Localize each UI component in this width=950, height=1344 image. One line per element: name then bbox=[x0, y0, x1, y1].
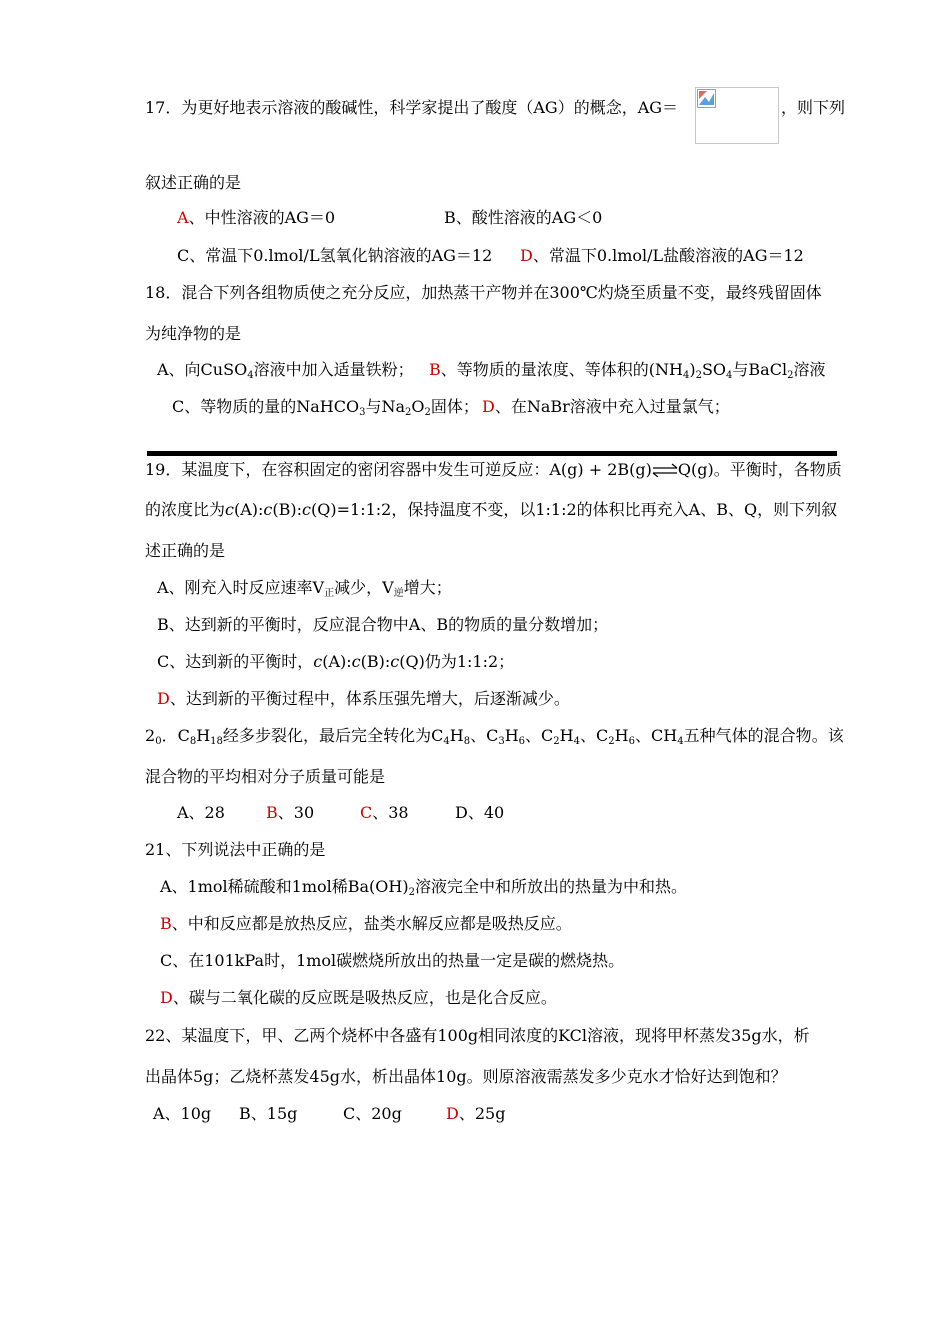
q18-option-b: B、等物质的量浓度、等体积的$(NH_4)_2SO_4$与BaCl$_2$溶液 bbox=[429, 360, 826, 381]
q17-stem-line1-end: ，则下列 bbox=[781, 98, 846, 117]
q19-stem-line2: 的浓度比为c(A):c(B):c(Q)=1:1:2，保持温度不变，以1:1:2的体积比再充入A、B、Q，则下列叙 bbox=[145, 500, 838, 519]
q19-stem-line1: 19．某温度下，在容积固定的密闭容器中发生可逆反应：A(g) + 2B(g) Q(g)。平衡时，各物质 bbox=[145, 460, 842, 479]
q20-stem-line1: $2_0$．$C_8H_{18}$经多步裂化，最后完全转化为$C_4H_8$、$C_3H_6$、$C_2H_4$、$C_2H_6$、$CH_4$五种气体的混合物。该 bbox=[145, 726, 844, 747]
answer-letter: D bbox=[446, 1104, 459, 1123]
q20-option-d: D、40 bbox=[455, 803, 505, 822]
q17-stem-line2: 叙述正确的是 bbox=[145, 173, 242, 192]
q17-option-a: A、中性溶液的AG＝0 bbox=[177, 208, 336, 227]
q18-option-d: D、在NaBr溶液中充入过量氯气； bbox=[482, 397, 730, 416]
q21-option-c: C、在101kPa时，1mol碳燃烧所放出的热量一定是碳的燃烧热。 bbox=[160, 951, 625, 970]
q18-option-a: A、向CuSO$_4$溶液中加入适量铁粉； bbox=[157, 360, 414, 381]
q18-option-c: C、等物质的量的NaHCO$_3$与$Na_2O_2$固体； bbox=[172, 397, 479, 418]
q20-option-c: C、38 bbox=[360, 803, 409, 822]
q19-option-b: B、达到新的平衡时，反应混合物中A、B的物质的量分数增加； bbox=[157, 615, 609, 634]
q21-option-b: B、中和反应都是放热反应，盐类水解反应都是吸热反应。 bbox=[160, 914, 572, 933]
q22-option-b: B、15g bbox=[239, 1104, 298, 1123]
q22-option-d: D、25g bbox=[446, 1104, 506, 1123]
section-divider bbox=[147, 451, 837, 456]
formula-image-placeholder bbox=[695, 87, 779, 144]
answer-letter: B bbox=[160, 914, 172, 933]
answer-letter: A bbox=[177, 208, 189, 227]
answer-letter: D bbox=[160, 988, 173, 1007]
answer-letter: B bbox=[429, 360, 441, 379]
answer-letter: C bbox=[360, 803, 373, 822]
q20-option-b: B、30 bbox=[266, 803, 315, 822]
q19-option-a: A、刚充入时反应速率V正减少，V逆增大； bbox=[157, 578, 452, 599]
answer-letter: B bbox=[266, 803, 278, 822]
q20-stem-line2: 混合物的平均相对分子质量可能是 bbox=[145, 767, 386, 786]
answer-letter: D bbox=[520, 246, 533, 265]
q19-stem-line3: 述正确的是 bbox=[145, 541, 226, 560]
q22-stem-line1: 22、某温度下，甲、乙两个烧杯中各盛有100g相同浓度的KCl溶液，现将甲杯蒸发35g水，析 bbox=[145, 1026, 810, 1045]
q22-stem-line2: 出晶体5g；乙烧杯蒸发45g水，析出晶体10g。则原溶液需蒸发多少克水才恰好达到饱和？ bbox=[145, 1067, 787, 1086]
q21-option-a: A、1mol稀硫酸和1mol稀$Ba(OH)_2$溶液完全中和所放出的热量为中和热。 bbox=[160, 877, 688, 898]
q17-option-b: B、酸性溶液的AG＜0 bbox=[444, 208, 603, 227]
q17-stem-line1 bbox=[145, 98, 678, 118]
q19-option-d: D、达到新的平衡过程中，体系压强先增大，后逐渐减少。 bbox=[157, 689, 570, 708]
q17-stem-part1: 17．为更好地表示溶液的酸碱性，科学家提出了酸度（AG）的概念，AG＝ bbox=[145, 98, 679, 117]
q20-option-a: A、28 bbox=[177, 803, 225, 822]
q17-option-c: C、常温下0.lmol/L氢氧化钠溶液的AG＝12 bbox=[177, 246, 493, 265]
q22-option-c: C、20g bbox=[343, 1104, 402, 1123]
q18-stem-line1: 18．混合下列各组物质使之充分反应，加热蒸干产物并在300℃灼烧至质量不变，最终残留固体 bbox=[145, 283, 822, 302]
broken-image-icon bbox=[697, 89, 717, 109]
q19-option-c: C、达到新的平衡时，c(A):c(B):c(Q)仍为1:1:2； bbox=[157, 652, 515, 671]
q18-stem-line2: 为纯净物的是 bbox=[145, 324, 242, 343]
q22-option-a: A、10g bbox=[153, 1104, 212, 1123]
q17-option-d: D、常温下0.lmol/L盐酸溶液的AG＝12 bbox=[520, 246, 804, 265]
q21-option-d: D、碳与二氧化碳的反应既是吸热反应，也是化合反应。 bbox=[160, 988, 557, 1007]
reversible-arrow-icon bbox=[652, 463, 678, 477]
answer-letter: D bbox=[482, 397, 495, 416]
answer-letter: D bbox=[157, 689, 170, 708]
q21-stem: 21、下列说法中正确的是 bbox=[145, 840, 326, 859]
